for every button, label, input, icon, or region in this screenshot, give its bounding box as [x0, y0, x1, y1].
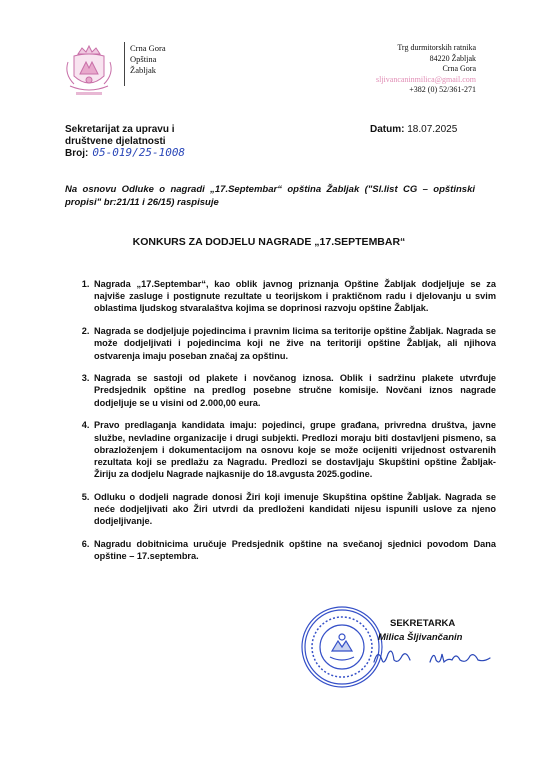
- department-name: Sekretarijat za upravu i društvene djelatnosti: [65, 124, 175, 147]
- address-line: Crna Gora: [442, 64, 476, 73]
- list-item: 5. Odluku o dodjeli nagrade donosi Žiri koji imenuje Skupština opštine Žabljak. Nagrada se neće dodjeljivati ako Žiri utvrdi da predloženi kandidati nijesu ispunili uslove za njeno dodjeljivanje.: [92, 491, 496, 528]
- email-link[interactable]: sljivancaninmilica@gmail.com: [375, 74, 476, 84]
- municipality-coat-of-arms-logo: [60, 40, 118, 100]
- list-item: 4. Pravo predlaganja kandidata imaju: pojedinci, grupe građana, privredna društva, javne službe, nevladine organizacije i drugi subjekti. Predlozi moraju biti dostavljeni pismeno, sa obrazloženjem i dokumentacijom na osnovu koje se može ocijeniti vrijednost ostvarenih rezultata koji se predlažu za Nagradu. Predlozi se dostavljaju Skupštini opštine Žabljak-Žiriju za dodjelu Nagrade najkasnije do 18.avgusta 2025.godine.: [92, 419, 496, 480]
- signatory-name: Milica Šljivančanin: [378, 632, 463, 643]
- address-line: Trg durmitorskih ratnika: [397, 43, 476, 52]
- contact-block: [376, 43, 476, 96]
- municipality-name: [130, 43, 166, 76]
- signatory-title: SEKRETARKA: [390, 618, 456, 629]
- address-line: 84220 Žabljak: [429, 53, 476, 63]
- registration-value-handwritten: 05-019/25-1008: [92, 146, 186, 159]
- municipality-line: Crna Gora: [130, 43, 166, 53]
- list-item: 6. Nagradu dobitnicima uručuje Predsjednik opštine na svečanoj sjednici povodom Dana opštine – 17.septembra.: [92, 538, 496, 562]
- list-item: 2. Nagrada se dodjeljuje pojedincima i pravnim licima sa teritorije opštine Žabljak. Nagrada se može dodjeljivati i pojedincima koji ne žive na teritoriji opštine Žabljak, ali njihova ostvarenja imaju poseban značaj za opštinu.: [92, 325, 496, 362]
- registration-label: Broj:: [65, 148, 89, 159]
- date-label: Datum:: [370, 124, 405, 135]
- competition-terms-list: [70, 278, 496, 573]
- header-divider: [124, 42, 125, 86]
- registration-number: [65, 146, 185, 159]
- date-value: 18.07.2025: [407, 124, 458, 135]
- intro-paragraph: Na osnovu Odluke o nagradi „17.Septembar“ opština Žabljak ("Sl.list CG – opštinski propisi" br:21/11 i 26/15) raspisuje: [65, 184, 475, 208]
- municipality-line: Opština: [130, 54, 157, 64]
- document-title: KONKURS ZA DODJELU NAGRADE „17.SEPTEMBAR“: [132, 236, 406, 248]
- list-item: 1. Nagrada „17.Septembar“, kao oblik javnog priznanja Opštine Žabljak dodjeljuje se za najviše zasluge i postignute rezultate u teorijskom i praktičnom radu i djelovanju u svim oblastima ljudskog stvaralaštva kojima se doprinosi razvoju opštine Žabljak.: [92, 278, 496, 315]
- list-item: 3. Nagrada se sastoji od plakete i novčanog iznosa. Oblik i sadržinu plakete utvrđuje Predsjednik opštine na predlog posebne stručne komisije. Novčani iznos nagrade dodjeljuje se u visini od 2.000,00 eura.: [92, 372, 496, 409]
- municipality-line: Žabljak: [130, 65, 156, 75]
- handwritten-signature: [370, 642, 500, 672]
- document-date: [370, 124, 457, 135]
- phone-number: +382 (0) 52/361-271: [409, 85, 476, 94]
